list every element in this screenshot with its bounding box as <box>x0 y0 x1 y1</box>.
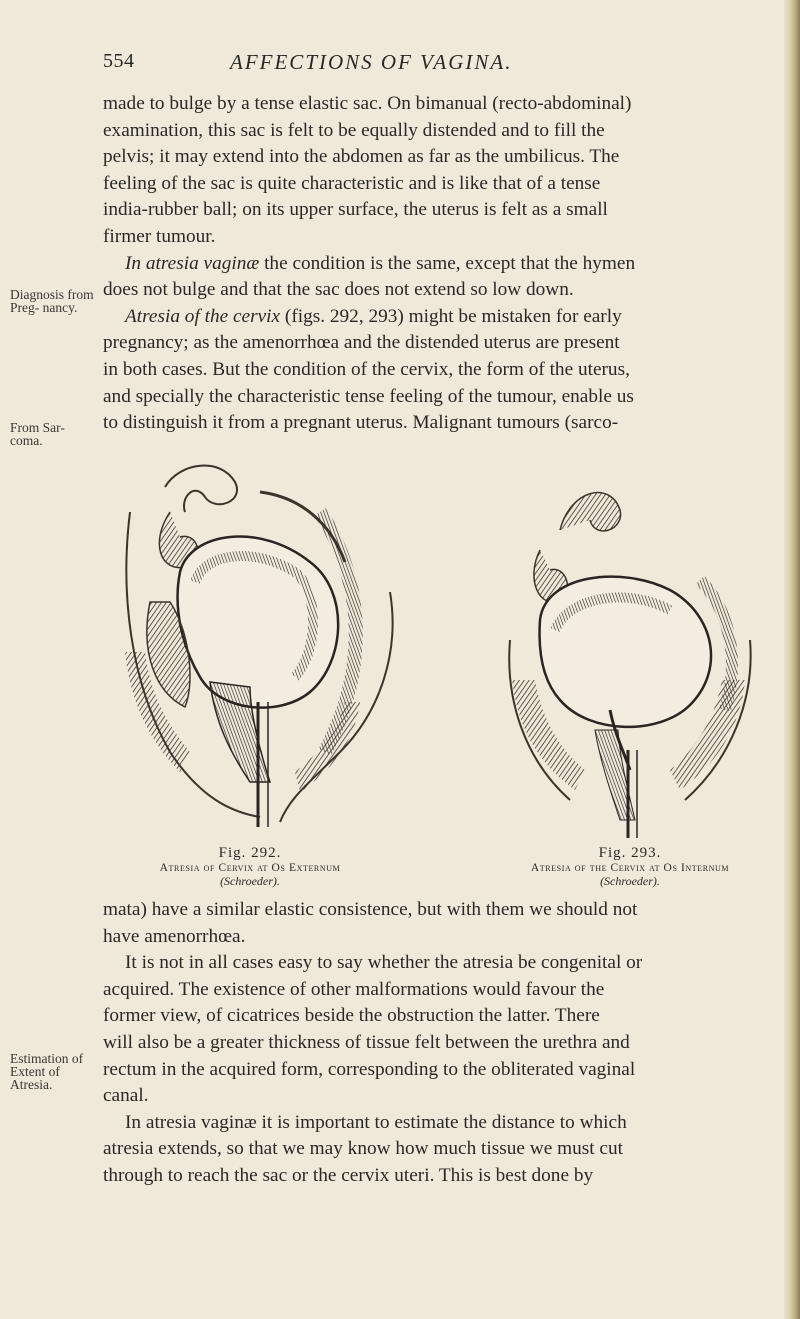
figure-293 <box>500 470 760 888</box>
figure-292-caption <box>60 845 440 889</box>
figure-credit: (Schroeder). <box>220 874 280 888</box>
paragraph: It is not in all cases easy to say whether the atresia be congenital or acquired. The existence of other malformations would favour the former view, of cicatrices beside the obstruction the latter. There will also be a greater thickness of tissue felt between the urethra and rectum in the acquired form, corresponding to the obliterated vaginal canal. <box>103 952 643 1107</box>
page-number: 554 <box>103 50 135 72</box>
figure-credit: (Schroeder). <box>600 874 660 888</box>
page-edge <box>784 0 800 1319</box>
running-title: AFFECTIONS OF VAGINA. <box>230 50 513 74</box>
paragraph: Atresia of the cervix (figs. 292, 293) might be mistaken for early pregnancy; as the amenorrhœa and the distended uterus are present in both cases. But the condition of the cervix, the form of the uterus, and specially the characteristic tense feeling of the tumour, enable us to distinguish it from a pregnant uterus. Malignant tumours (sarco- <box>103 305 634 434</box>
figure-title: Atresia of Cervix at Os Externum <box>159 862 341 874</box>
figure-number: Fig. 292. <box>218 845 282 861</box>
body-text-bottom <box>103 897 765 1190</box>
paragraph: made to bulge by a tense elastic sac. On bimanual (recto-abdominal) examination, this sac is felt to be equally distended and to fill the pelvis; it may extend into the abdomen as far as the umbilicus. The feeling of the sac is quite characteristic and is like that of a tense india-rubber ball; on its upper surface, the uterus is felt as a small firmer tumour. <box>103 93 632 247</box>
figure-292 <box>110 452 410 888</box>
paragraph: In atresia vaginæ it is important to estimate the distance to which atresia extends, so that we may know how much tissue we must cut through to reach the sac or the cervix uteri. This is best done by <box>103 1111 627 1186</box>
figure-293-caption <box>465 845 795 889</box>
margin-note-estimation: Estimation of Extent of Atresia. <box>10 1051 84 1092</box>
paragraph: In atresia vaginæ the condition is the same, except that the hymen does not bulge and that the sac does not extend so low down. <box>103 252 636 301</box>
page-header <box>0 50 800 80</box>
figure-292-illustration <box>110 452 410 832</box>
figure-title: Atresia of the Cervix at Os Internum <box>530 862 730 874</box>
italic-lead: Atresia of the cervix <box>125 305 281 327</box>
paragraph: mata) have a similar elastic consistence, but with them we should not have amenorrhœa. <box>103 899 638 947</box>
margin-note-sarcoma: From Sar- coma. <box>10 420 65 448</box>
margin-note-diagnosis: Diagnosis from Preg- nancy. <box>10 287 94 315</box>
figure-number: Fig. 293. <box>598 845 662 861</box>
figure-293-illustration <box>500 470 760 840</box>
italic-lead: In atresia vaginæ <box>125 252 260 274</box>
body-text-top <box>103 91 765 437</box>
